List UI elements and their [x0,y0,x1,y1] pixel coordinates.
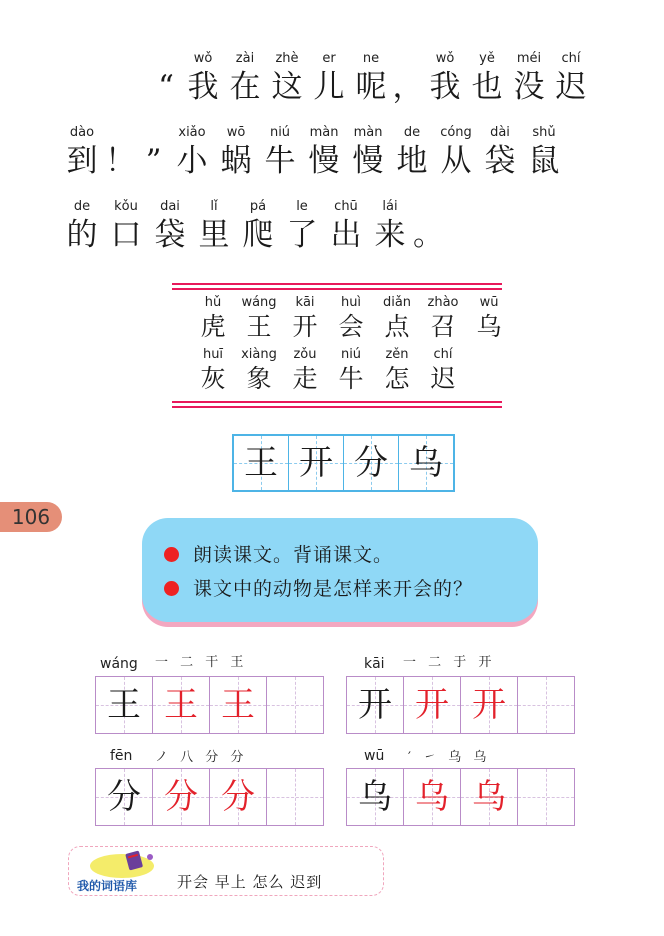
task-item: 课文中的动物是怎样来开会的？ [164,574,473,601]
recognize-char: 分 [343,436,398,490]
hanzi: 来 [374,217,406,253]
vocab-bottom-bar-1 [172,401,502,403]
ruby-char [266,50,308,107]
hanzi: 牛 [338,364,364,393]
pinyin: er [322,51,336,66]
ruby-char [412,198,445,255]
pinyin: chí [433,347,453,362]
ruby-char [308,50,350,107]
hanzi: 里 [198,217,230,253]
hanzi: 慢 [352,143,384,179]
ruby-char [390,124,434,181]
ruby-char [328,294,374,343]
text-line-3 [60,198,620,255]
ruby-char [192,198,236,255]
hanzi: 这 [271,69,303,105]
pinyin: le [296,199,308,214]
hanzi: 蜗 [220,143,252,179]
ruby-char [236,294,282,343]
ruby-char [392,50,424,107]
stroke-order: ′ ㇀ 乌 乌 [408,750,491,765]
red-bullet-icon [164,547,179,562]
ruby-char [302,124,346,181]
hanzi: 袋 [154,217,186,253]
hanzi: 口 [110,217,142,253]
hanzi: 。 [413,217,444,253]
pinyin: wáng [241,295,277,310]
red-bullet-icon [164,581,179,596]
write-pinyin: fēn [110,748,133,764]
pinyin: zhè [275,51,299,66]
task-bubble [142,518,538,622]
pinyin: huī [202,347,224,362]
pinyin [104,124,137,141]
hanzi: 王 [246,312,272,341]
pinyin: cóng [440,125,472,140]
word-bank-label: 我的词语库 [77,879,138,893]
recognize-char: 王 [234,436,288,490]
recognize-char-grid [232,434,455,492]
pinyin: lái [382,199,398,214]
pinyin: wō [226,125,246,140]
hanzi: 迟 [555,69,587,105]
hanzi: 在 [229,69,261,105]
pinyin: diǎn [382,295,412,310]
writing-grid: 分 分 分 [95,768,324,826]
pinyin [392,50,424,67]
pinyin: zǒu [293,347,317,362]
pinyin [412,198,445,215]
ruby-char [214,124,258,181]
hanzi: 慢 [308,143,340,179]
hanzi: 怎 [384,364,410,393]
ruby-char [60,124,104,181]
hanzi: 开 [292,312,318,341]
ruby-char [170,124,214,181]
ruby-char [324,198,368,255]
write-pinyin: kāi [364,656,385,672]
pinyin: kāi [295,295,315,310]
pinyin: wǒ [435,51,455,66]
ruby-char [368,198,412,255]
ruby-char [478,124,522,181]
recognize-char: 乌 [398,436,453,490]
hanzi: 乌 [476,312,502,341]
ruby-char [350,50,392,107]
pinyin: chū [334,199,358,214]
hanzi: 灰 [200,364,226,393]
pinyin: niú [340,347,362,362]
ruby-char [282,346,328,395]
ruby-char [236,346,282,395]
pinyin: xiǎo [178,125,206,140]
pinyin: dai [160,199,180,214]
page-number: 106 [0,502,62,532]
pinyin: kǒu [114,199,138,214]
hanzi: 地 [396,143,428,179]
ruby-char [522,124,566,181]
pinyin: màn [309,125,339,140]
hanzi: ” [145,143,162,179]
hanzi: “ [158,69,174,105]
ruby-char [190,346,236,395]
pinyin: ne [362,51,380,66]
hanzi: 呢 [355,69,387,105]
ruby-char [282,294,328,343]
hanzi: 也 [471,69,503,105]
text-line-1 [150,50,610,107]
write-pinyin: wū [364,748,385,764]
hanzi: 了 [286,217,318,253]
hanzi: 虎 [200,312,226,341]
pinyin: dài [490,125,510,140]
hanzi: 儿 [313,69,345,105]
pinyin: huì [340,295,362,310]
ruby-char [60,198,104,255]
hanzi: 从 [440,143,472,179]
hanzi: 象 [246,364,272,393]
hanzi: 迟 [430,364,456,393]
ruby-char [374,294,420,343]
pinyin: wū [479,295,499,310]
ruby-char [508,50,550,107]
ruby-char [236,198,280,255]
pinyin: lǐ [210,199,218,214]
pinyin [150,50,182,67]
ruby-char [104,198,148,255]
ruby-char [182,50,224,107]
ruby-char [420,346,466,395]
hanzi: 牛 [264,143,296,179]
ruby-char [424,50,466,107]
pinyin: niú [269,125,291,140]
ruby-char [346,124,390,181]
hanzi: 的 [66,217,98,253]
hanzi: 袋 [484,143,516,179]
hanzi: 点 [384,312,410,341]
ruby-char [466,294,512,343]
ruby-char [148,198,192,255]
stroke-order: ノ 八 分 分 [155,750,248,765]
word-bank [68,846,384,896]
text-line-2 [60,124,620,181]
vocab-top-bar-1 [172,283,502,285]
book-bag-icon [87,849,157,879]
writing-grid: 开 开 开 [346,676,575,734]
recognize-char: 开 [288,436,343,490]
ruby-char [434,124,478,181]
writing-grid: 王 王 王 [95,676,324,734]
ruby-char [137,124,170,181]
hanzi: 我 [187,69,219,105]
pinyin [137,124,170,141]
ruby-char [280,198,324,255]
hanzi: 没 [513,69,545,105]
hanzi: 走 [292,364,318,393]
pinyin: xiàng [241,347,277,362]
ruby-char [104,124,137,181]
hanzi: 我 [429,69,461,105]
pinyin: de [403,125,421,140]
hanzi: 召 [430,312,456,341]
hanzi: ， [392,69,424,105]
vocab-bottom-bar-2 [172,406,502,408]
hanzi: 出 [330,217,362,253]
stroke-order: 一 二 干 王 [155,655,248,670]
pinyin: màn [353,125,383,140]
hanzi: 鼠 [528,143,560,179]
vocab-row-2 [190,346,466,395]
pinyin: pá [249,199,267,214]
hanzi: 到 [66,143,98,179]
pinyin: wǒ [193,51,213,66]
write-pinyin: wáng [100,656,138,672]
ruby-char [374,346,420,395]
ruby-char [150,50,182,107]
pinyin: hǔ [204,295,222,310]
writing-grid: 乌 乌 乌 [346,768,575,826]
hanzi: ！ [105,143,136,179]
ruby-char [258,124,302,181]
hanzi: 会 [338,312,364,341]
pinyin: méi [516,51,542,66]
pinyin: shǔ [532,125,556,140]
pinyin: zěn [385,347,409,362]
word-bank-words: 开会 早上 怎么 迟到 [177,873,323,891]
pinyin: de [73,199,91,214]
ruby-char [420,294,466,343]
pinyin: dào [69,125,95,140]
pinyin: chí [561,51,581,66]
stroke-order: 一 二 于 开 [403,655,496,670]
hanzi: 小 [176,143,208,179]
vocab-row-1 [190,294,512,343]
vocab-top-bar-2 [172,288,502,290]
ruby-char [550,50,592,107]
pinyin: zài [235,51,255,66]
ruby-char [190,294,236,343]
pinyin: yě [479,51,495,66]
ruby-char [328,346,374,395]
ruby-char [224,50,266,107]
ruby-char [466,50,508,107]
pinyin: zhào [427,295,459,310]
task-item: 朗读课文。背诵课文。 [164,540,393,567]
hanzi: 爬 [242,217,274,253]
